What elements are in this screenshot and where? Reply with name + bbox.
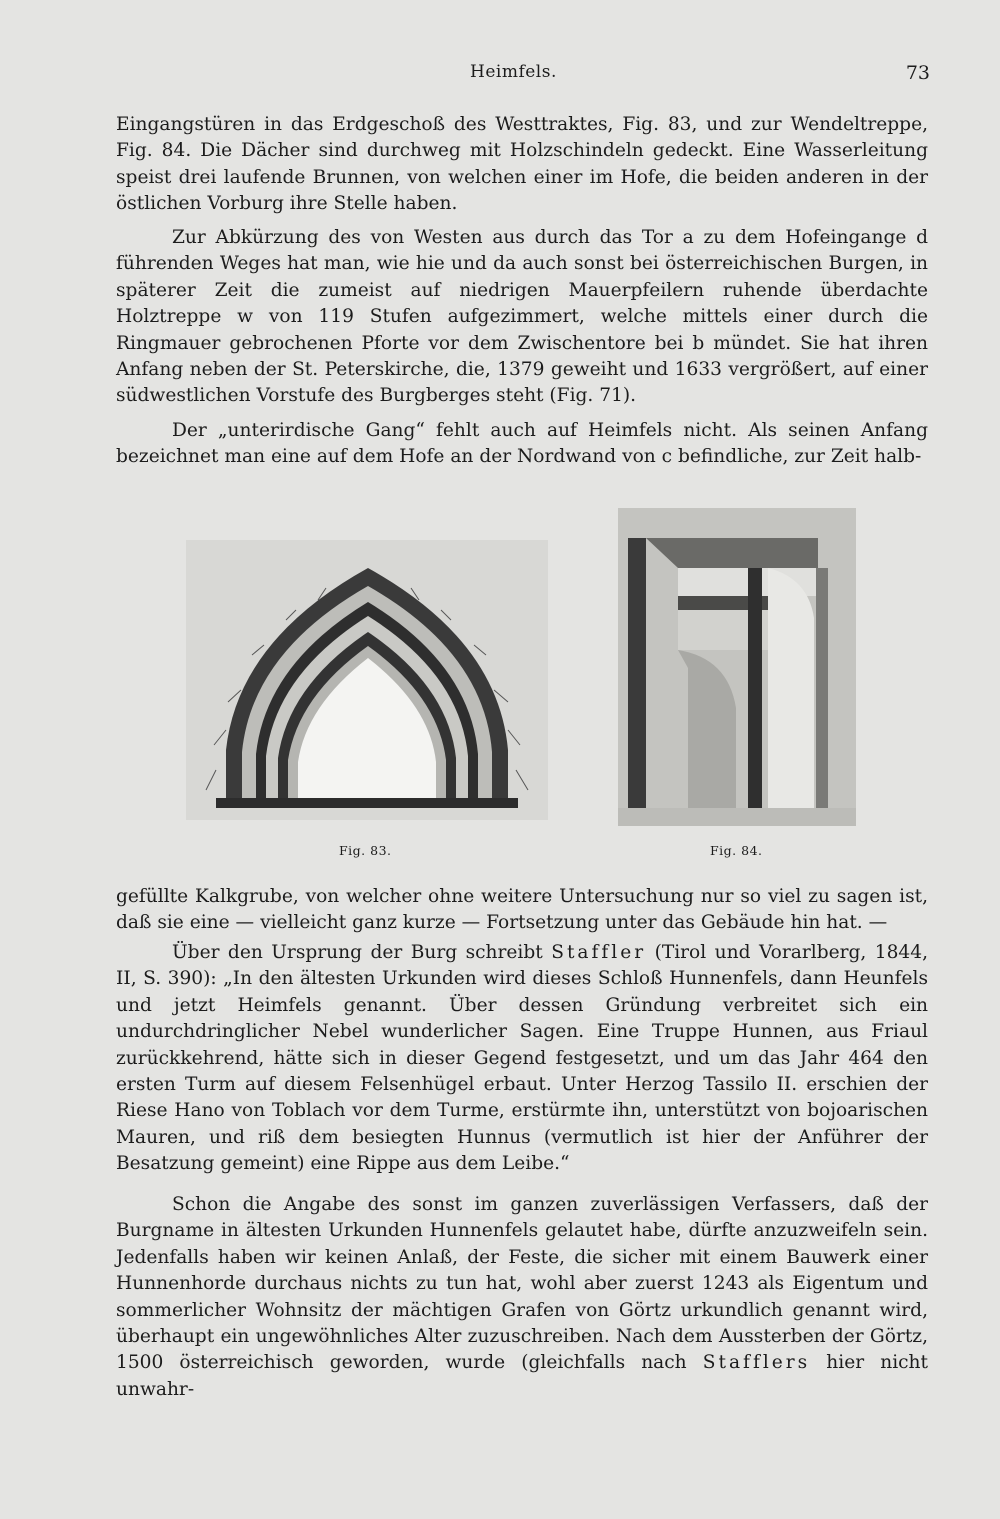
paragraph-1: Eingangstüren in das Erdgeschoß des Westtraktes, Fig. 83, und zur Wendeltreppe, Fig. 84. Die Dächer sind durchweg mit Holzschindeln gedeckt. Eine Wasserleitung speist drei laufende Brunnen, von welchen einer im Hofe, die beiden anderen in der östlichen Vorburg ihre Stelle haben. [116, 114, 928, 215]
paragraph-6 [116, 1192, 928, 1403]
door-jamb-drawing [618, 508, 856, 826]
paragraph-5-text-a: Über den Ursprung der Burg schreibt [172, 942, 552, 963]
figure-84-caption: Fig. 84. [710, 843, 763, 858]
paragraph-5 [116, 940, 928, 1178]
paragraph-3: Der „unterirdische Gang“ fehlt auch auf Heimfels nicht. Als seinen Anfang bezeichnet man eine auf dem Hofe an der Nordwand von c befindliche, zur Zeit halb- [116, 420, 928, 468]
page-number: 73 [905, 62, 930, 84]
paragraph-4: gefüllte Kalkgrube, von welcher ohne weitere Untersuchung nur so viel zu sagen ist, daß sie eine — vielleicht ganz kurze — Fortsetzung unter das Gebäude hin hat. — [116, 886, 928, 934]
figure-83-arch-portal [186, 540, 548, 820]
figure-83-caption: Fig. 83. [339, 843, 392, 858]
paragraph-6-text-b: hier nicht unwahr- [116, 1352, 928, 1400]
author-name-stafflers: Stafflers [702, 1352, 811, 1374]
running-title: Heimfels. [470, 62, 557, 82]
page-header [0, 62, 1000, 92]
arch-portal-drawing [186, 540, 548, 820]
figure-84-door-jamb [618, 508, 856, 826]
paragraph-2: Zur Abkürzung des von Westen aus durch das Tor a zu dem Hofeingange d führenden Weges hat man, wie hie und da auch sonst bei österreichischen Burgen, in späterer Zeit die zumeist auf niedrigen Mauerpfeilern ruhende überdachte Holztreppe w von 119 Stufen aufgezimmert, welche mittels einer durch die Ringmauer gebrochenen Pforte vor dem Zwischentore bei b mündet. Sie hat ihren Anfang neben der St. Peterskirche, die, 1379 geweiht und 1633 vergrößert, auf einer südwestlichen Vorstufe des Burgberges steht (Fig. 71). [116, 227, 928, 407]
paragraph-5-text-b: (Tirol und Vorarlberg, 1844, II, S. 390): „In den ältesten Urkunden wird dieses Schloß Hunnenfels, dann Heunfels und jetzt Heimfels genannt. Über dessen Gründung verbreitet sich ein undurchdringlicher Nebel wunderlicher Sagen. Eine Truppe Hunnen, aus Friaul zurückkehrend, hätte sich in dieser Gegend festgesetzt, und um das Jahr 464 den ersten Turm auf diesem Felsenhügel erbaut. Unter Herzog Tassilo II. erschien der Riese Hano von Toblach vor dem Turme, erstürmte ihn, unterstützt von bojoarischen Mauren, und riß dem besiegten Hunnus (vermutlich ist hier der Anführer der Besatzung gemeint) eine Rippe aus dem Leibe.“ [116, 942, 928, 1175]
paragraph-6-text-a: Schon die Angabe des sonst im ganzen zuverlässigen Verfassers, daß der Burgname in ältesten Urkunden Hunnenfels gelautet habe, dürfte anzuzweifeln sein. Jedenfalls haben wir keinen Anlaß, der Feste, die sicher mit einem Bauwerk einer Hunnenhorde durchaus nichts zu tun hat, wohl aber zuerst 1243 als Eigentum und sommerlicher Wohnsitz der mächtigen Grafen von Görtz urkundlich genannt wird, überhaupt ein ungewöhnliches Alter zuzuschreiben. Nach dem Aussterben der Görtz, 1500 österreichisch geworden, wurde (gleichfalls nach [116, 1194, 928, 1374]
author-name-staffler: Staffler [551, 942, 647, 963]
